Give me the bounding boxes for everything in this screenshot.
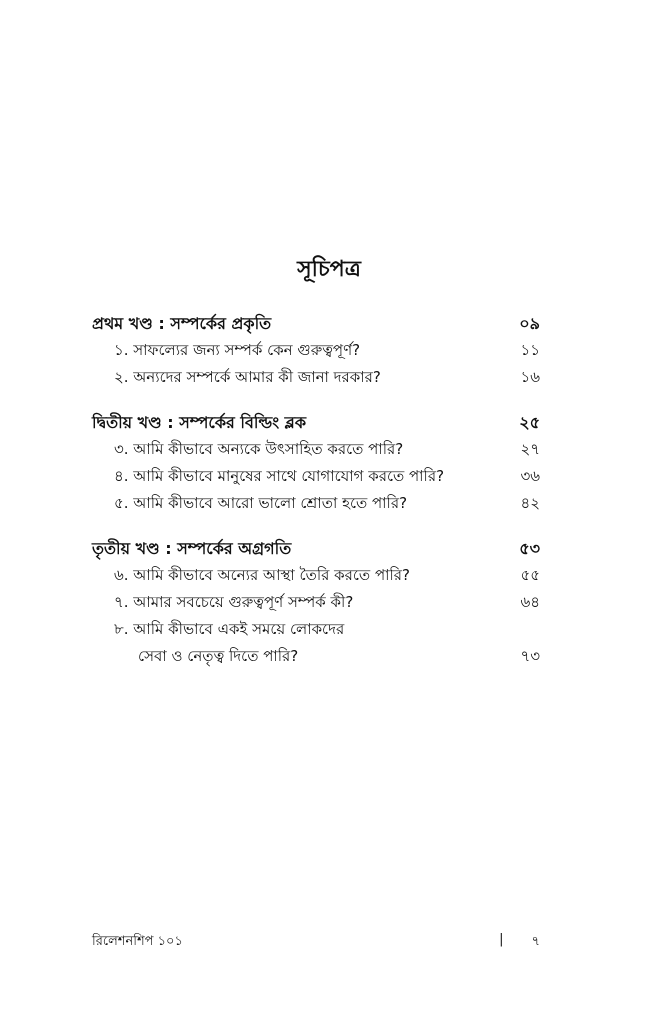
toc-item <box>92 364 540 391</box>
toc-item-text: ৩. আমি কীভাবে অন্যকে উৎসাহিত করতে পারি? <box>114 440 404 458</box>
toc-item-text: ৭. আমার সবচেয়ে গুরুত্বপূর্ণ সম্পর্ক কী? <box>114 593 354 611</box>
toc-item-text: ১. সাফল্যের জন্য সম্পর্ক কেন গুরুত্বপূর্ণ? <box>114 341 361 359</box>
page-title: সূচিপত্র <box>297 257 361 282</box>
toc-item-page: ২৭ <box>520 440 540 458</box>
toc-item-text: ৫. আমি কীভাবে আরো ভালো শ্রোতা হতে পারি? <box>114 494 408 512</box>
toc-item <box>92 490 540 517</box>
section-heading-text: তৃতীয় খণ্ড : সম্পর্কের অগ্রগতি <box>92 539 292 558</box>
footer-right <box>499 932 540 953</box>
toc-section-3 <box>92 535 540 670</box>
toc-item-text: ৮. আমি কীভাবে একই সময়ে লোকদের <box>114 620 345 638</box>
page-footer <box>92 932 540 953</box>
toc-item <box>92 463 540 490</box>
section-page-number: ২৫ <box>519 413 540 432</box>
section-page-number: ৫৩ <box>519 539 540 558</box>
section-heading-text: দ্বিতীয় খণ্ড : সম্পর্কের বিল্ডিং ব্লক <box>92 413 307 432</box>
toc-item-text: ২. অন্যদের সম্পর্কে আমার কী জানা দরকার? <box>114 368 381 386</box>
toc-item-page: ১৬ <box>520 368 540 386</box>
toc-section-2 <box>92 409 540 517</box>
section-page-number: ০৯ <box>519 314 540 333</box>
toc-section-1 <box>92 310 540 391</box>
toc-item-page: ৪২ <box>520 494 540 512</box>
toc-item-page: ৩৬ <box>520 467 540 485</box>
footer-book-title: রিলেশনশিপ ১০১ <box>92 934 183 949</box>
toc-item <box>92 436 540 463</box>
footer-separator: | <box>499 932 504 947</box>
table-of-contents <box>92 310 540 688</box>
toc-section-heading <box>92 409 540 436</box>
toc-item-continuation <box>92 643 540 670</box>
toc-item <box>92 616 540 643</box>
toc-item <box>92 562 540 589</box>
toc-item-page: ১১ <box>520 341 540 359</box>
toc-item-text: ৬. আমি কীভাবে অন্যের আস্থা তৈরি করতে পারি? <box>114 566 410 584</box>
toc-section-heading <box>92 310 540 337</box>
toc-item-page: ৬৪ <box>520 593 540 611</box>
toc-section-heading <box>92 535 540 562</box>
toc-item <box>92 589 540 616</box>
footer-page-number: ৭ <box>531 934 540 949</box>
toc-item-text: সেবা ও নেতৃত্ব দিতে পারি? <box>138 647 299 665</box>
toc-item-page: ৫৫ <box>520 566 540 584</box>
toc-item <box>92 337 540 364</box>
section-heading-text: প্রথম খণ্ড : সম্পর্কের প্রকৃতি <box>92 314 272 333</box>
toc-item-page: ৭৩ <box>520 647 540 665</box>
toc-item-text: ৪. আমি কীভাবে মানুষের সাথে যোগাযোগ করতে পারি? <box>114 467 445 485</box>
